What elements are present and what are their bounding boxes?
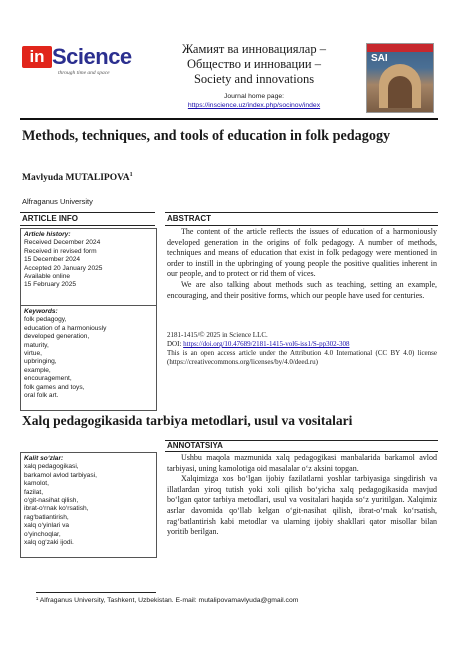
uz-keywords-label: Kalit so‘zlar: <box>24 455 64 462</box>
abstract-rule-bottom <box>165 225 438 226</box>
journal-home-label: Journal home page: <box>223 93 285 100</box>
uzbek-title: Xalq pedagogikasida tarbiya metodlari, usul va vositalari <box>22 413 353 428</box>
inscience-logo <box>22 44 142 80</box>
annotatsiya-paragraph: Ushbu maqola mazmunida xalq pedagogikasi manbalarida barkamol avlod tarbiyasi, uning kamolotiga oid masalalar o‘z aksini topgan. <box>167 453 437 473</box>
doi-link[interactable]: https://doi.org/10.47689/2181-1415-vol6-iss1/S-pp302-308 <box>183 340 350 348</box>
history-line: 15 December 2024 <box>24 256 81 264</box>
author-footnote-mark: 1 <box>129 172 133 178</box>
history-line: 15 February 2025 <box>24 281 77 289</box>
uz-keyword: kamolot, <box>24 480 49 488</box>
history-line: Received in revised form <box>24 247 97 255</box>
keyword: encouragement, <box>24 375 72 383</box>
doi-label: DOI: <box>167 340 184 348</box>
uz-keyword: xalq o‘yinlari va <box>24 522 70 530</box>
affiliation: Alfraganus University <box>22 197 93 206</box>
journal-cover-image <box>366 43 434 113</box>
uz-keyword: ibrat-o‘rnak ko‘rsatish, <box>24 505 89 513</box>
keyword: example, <box>24 366 51 374</box>
annotatsiya-body <box>167 453 437 538</box>
paper-title: Methods, techniques, and tools of education in folk pedagogy <box>22 128 391 144</box>
history-line: Received December 2024 <box>24 239 101 247</box>
keyword: maturity, <box>24 341 49 349</box>
uz-keyword: o‘yinchoqlar, <box>24 530 61 538</box>
annotatsiya-paragraph: Xalqimizga xos bo‘lgan ijobiy fazilatlarni yoshlar tarbiyasiga singdirish va illatlardan yiroq tutish yoki xoli qilish bo‘yicha xalq pedagogikasida mavjud bo‘lgan qator tarbiya metodlari, usul va vositalari haqida so‘z yuritilgan. Xalqimiz asrlar davomida qo‘llab kelgan o‘git-nasihat qilish, ibrat-o‘rnak ko‘rsatish, rag‘batlantirish kabi metodlar va ularning ijobiy shakllari qator misollar bilan yoritib berilgan. <box>167 474 437 537</box>
doi-line <box>167 340 437 349</box>
logo-science-text: Science <box>52 44 132 69</box>
info-rule-bottom <box>20 225 155 226</box>
history-line: Available online <box>24 273 71 281</box>
annotatsiya-heading: ANNOTATSIYA <box>167 441 223 450</box>
uz-keyword: o‘git-nasihat qilish, <box>24 497 79 505</box>
history-label: Article history: <box>24 231 71 238</box>
footnote: ¹ Alfraganus University, Tashkent, Uzbekistan. E-mail: mutalipovamavlyuda@gmail.com <box>36 597 299 604</box>
uz-keyword: xalq og‘zaki ijodi. <box>24 539 74 547</box>
journal-home <box>148 92 360 110</box>
annotatsiya-rule-bottom <box>165 451 438 452</box>
keyword: upbringing, <box>24 358 57 366</box>
uz-keyword: rag‘batlantirish, <box>24 513 69 521</box>
keyword: education of a harmoniously <box>24 324 107 332</box>
issn-line: 2181-1415/© 2025 in Science LLC. <box>167 331 268 339</box>
journal-home-link[interactable]: https://inscience.uz/index.php/socinov/index <box>187 102 321 109</box>
keyword: virtue, <box>24 350 42 358</box>
article-info-heading: ARTICLE INFO <box>22 214 78 223</box>
journal-title <box>148 42 360 87</box>
keywords-label: Keywords: <box>24 308 58 315</box>
abstract-rule-top <box>165 212 438 213</box>
history-line: Accepted 20 January 2025 <box>24 264 103 272</box>
cover-text: SAI <box>371 53 388 64</box>
article-history-box <box>20 228 157 306</box>
uz-keyword: xalq pedagogikasi, <box>24 463 79 471</box>
journal-title-line: Общество и инновации – <box>187 57 321 71</box>
abstract-heading: ABSTRACT <box>167 214 211 223</box>
abstract-paragraph: The content of the article reflects the issues of education of a harmoniously developed generation in the origins of folk pedagogy. A number of methods, techniques and means of education that exist in folk pedagogy were mentioned in order to instill in the upbringing of young people the positive qualities inherent in our people, and to protect or rid them of vices. <box>167 227 437 279</box>
keyword: folk pedagogy, <box>24 316 67 324</box>
header-rule <box>20 118 438 120</box>
uz-keyword: barkamol avlod tarbiyasi, <box>24 471 97 479</box>
keywords-box <box>20 305 157 411</box>
keyword: developed generation, <box>24 333 90 341</box>
abstract-body <box>167 227 437 301</box>
footnote-rule <box>36 592 156 593</box>
journal-title-line: Society and innovations <box>193 72 315 86</box>
keyword: oral folk art. <box>24 392 59 400</box>
journal-title-line: Жамият ва инновациялар – <box>182 42 326 56</box>
logo-in-mark: in <box>22 46 52 68</box>
license-text: This is an open access article under the Attribution 4.0 International (CC BY 4.0) license (https://creativecommons.org/licenses/by/4.0/deed.ru) <box>167 349 437 366</box>
author-name <box>22 172 133 183</box>
abstract-paragraph: We are also talking about methods such as teaching, setting an example, encouraging, and their positive forms, which our people have used for centuries. <box>167 279 437 300</box>
keyword: folk games and toys, <box>24 383 85 391</box>
info-rule-top <box>20 212 155 213</box>
uz-keyword: fazilat, <box>24 488 44 496</box>
author-name-text: Mavlyuda MUTALIPOVA <box>22 173 130 184</box>
logo-tagline: through time and space <box>58 70 110 76</box>
kalit-sozlar-box <box>20 452 157 558</box>
abstract-meta <box>167 331 437 367</box>
